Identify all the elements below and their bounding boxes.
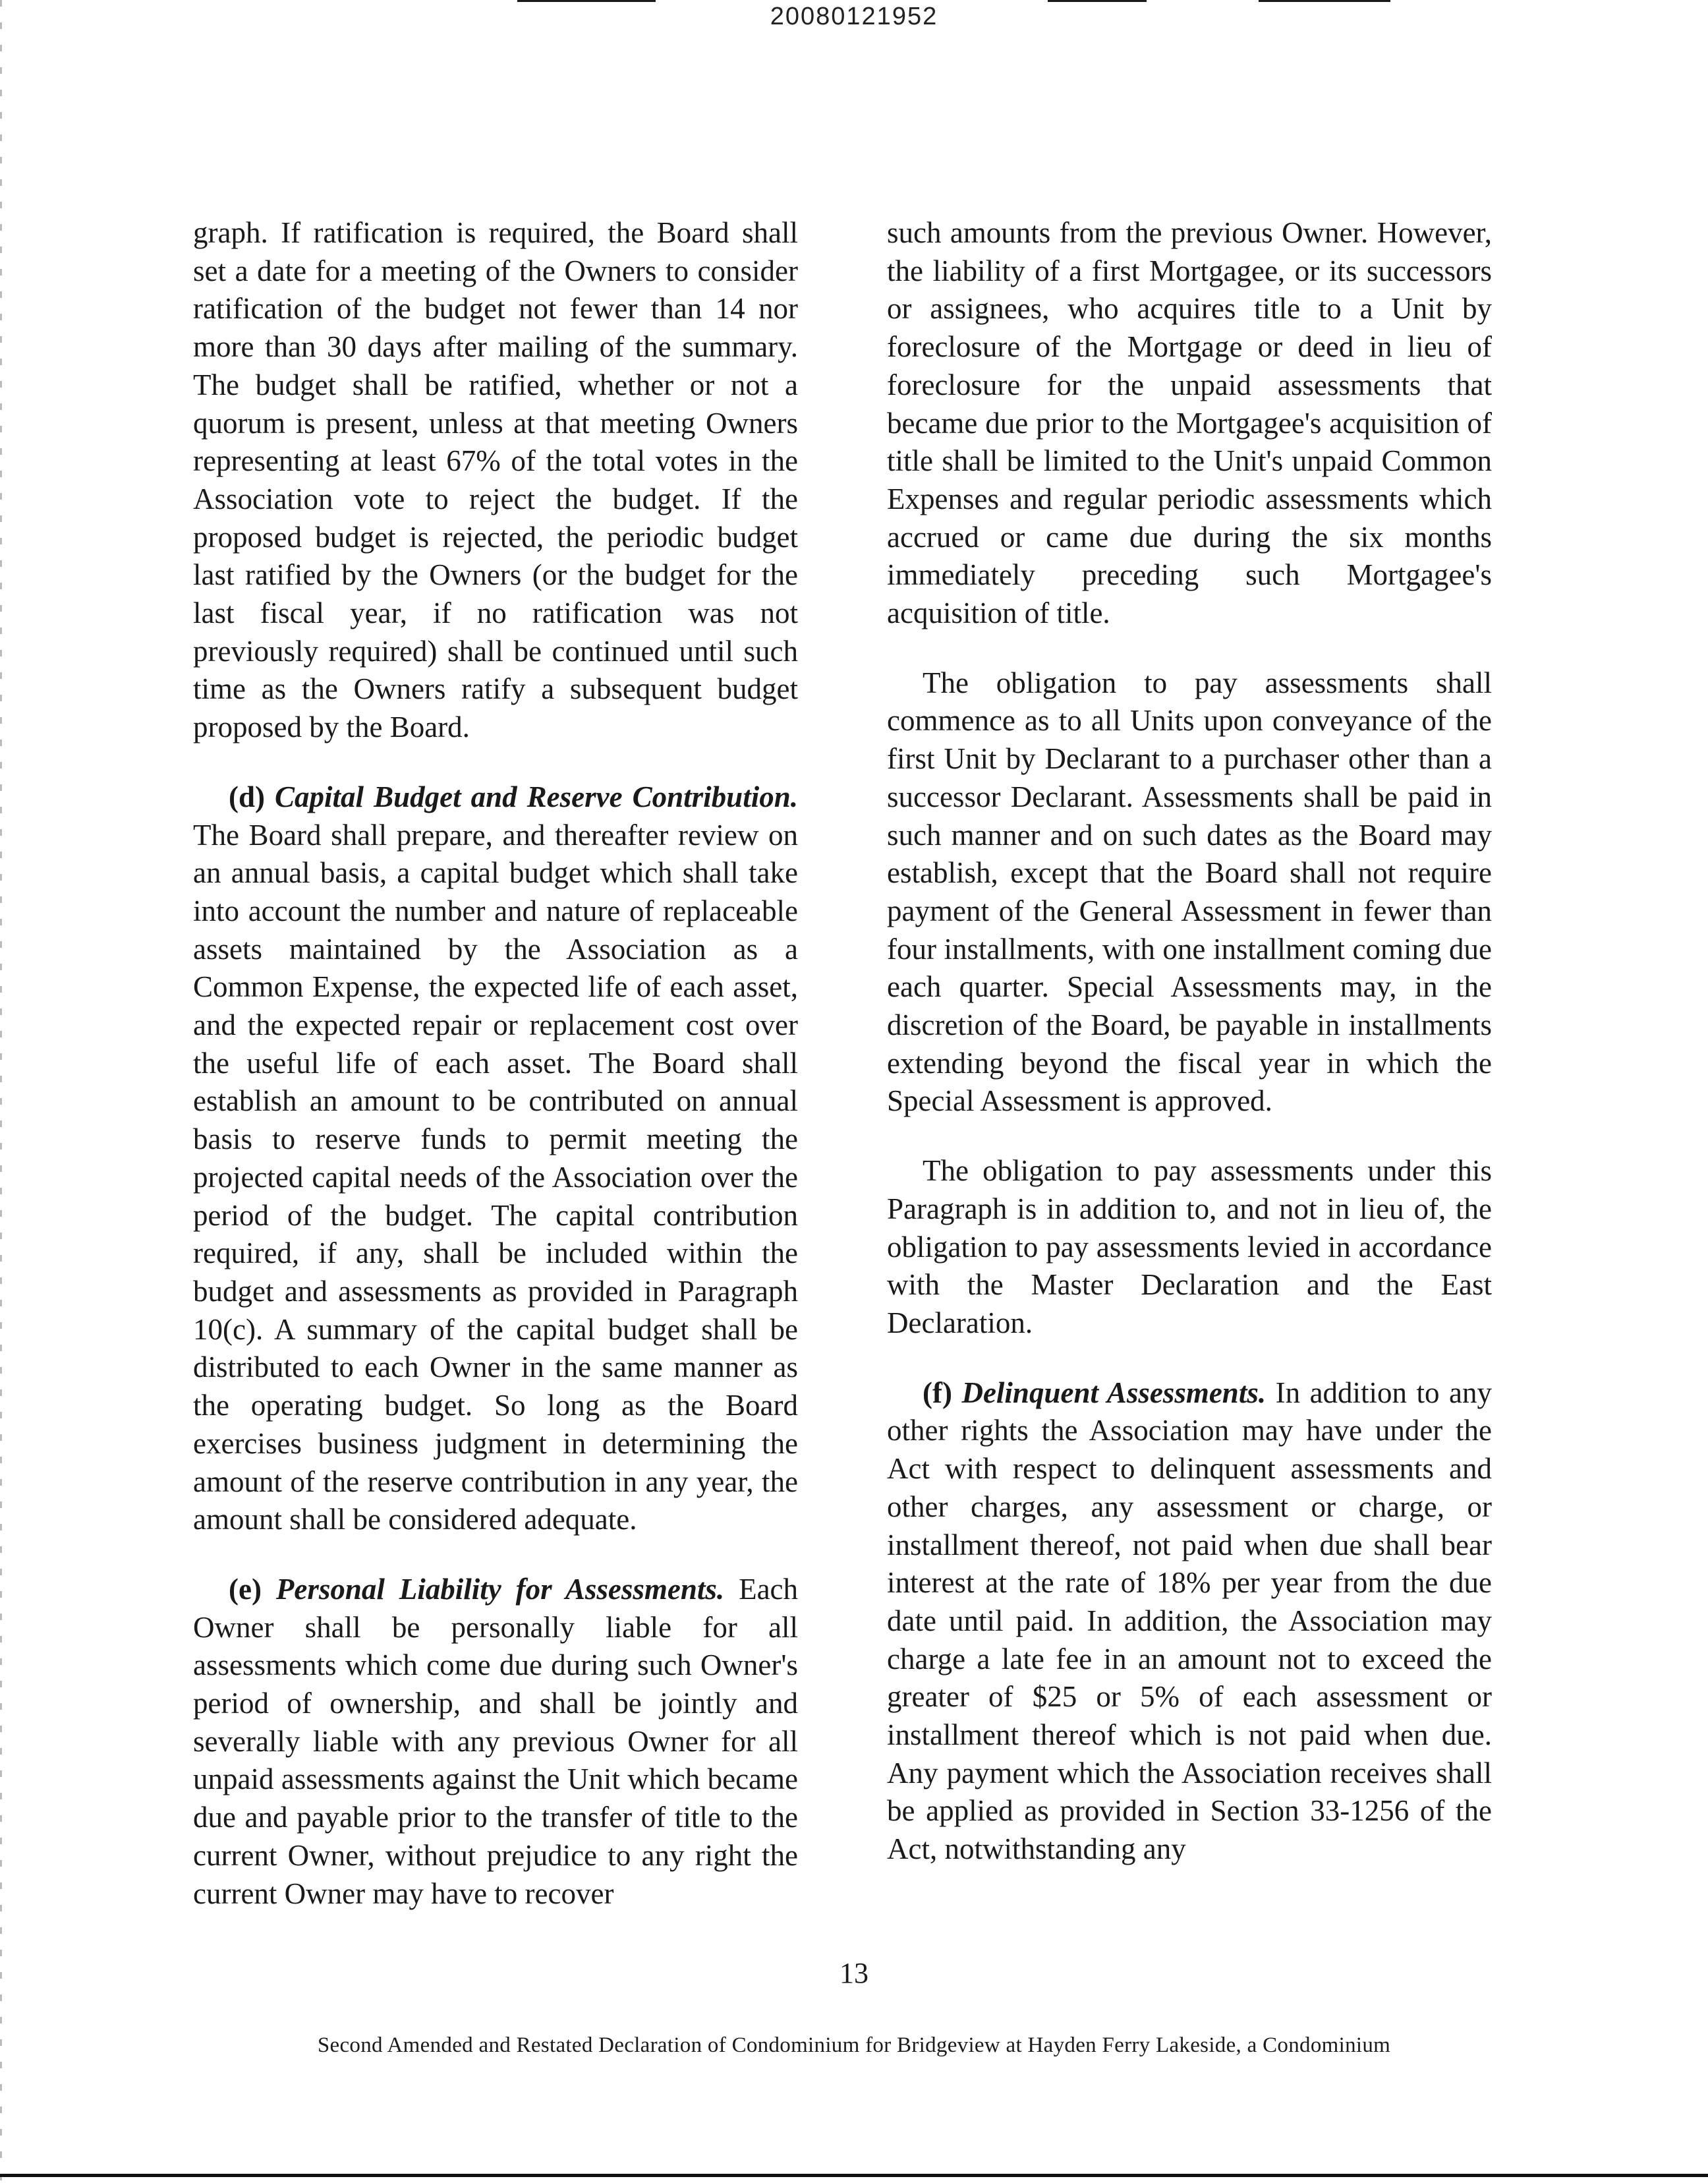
header-rule-left — [517, 0, 656, 2]
right-paragraph-2: The obligation to pay assessments shall commence as to all Units upon conveyance of the first Unit by Declarant to a purchaser other than a successor Declarant. Assessments shall be paid in such manner and on such dates as the Board may establish, except that the Board shall not require payment of the General Assessment in fewer than four installments, with one installment coming due each quarter. Special Assessments may, in the discretion of the Board, be payable in installments extending beyond the fiscal year in which the Special Assessment is approved. — [887, 666, 1492, 1118]
header-rule-right — [1259, 0, 1390, 2]
header-rule-middle — [1048, 0, 1147, 2]
right-column — [887, 214, 1492, 1900]
right-paragraph-3: The obligation to pay assessments under this Paragraph is in addition to, and not in lieu of, the obligation to pay assessments levied in accordance with the Master Declaration and the East Declaration. — [887, 1154, 1492, 1339]
section-e-body: Each Owner shall be personally liable for all assessments which come due during such Owner's period of ownership, and shall be jointly and severally liable with any previous Owner for all unpaid assessments against the Unit which became due and payable prior to the transfer of title to the current Owner, without prejudice to any right the current Owner may have to recover — [193, 1572, 799, 1910]
section-f-paragraph — [887, 1374, 1492, 1869]
section-d-body: The Board shall prepare, and thereafter review on an annual basis, a capital budget which shall take into account the number and nature of replaceable assets maintained by the Association as a Common Expense, the expected life of each asset, and the expected repair or replacement cost over the useful life of each asset. The Board shall establish an amount to be contributed on annual basis to reserve funds to permit meeting the projected capital needs of the Association over the period of the budget. The capital contribution required, if any, shall be included within the budget and assessments as provided in Paragraph 10(c). A summary of the capital budget shall be distributed to each Owner in the same manner as the operating budget. So long as the Board exercises business judgment in determining the amount of the reserve contribution in any year, the amount shall be considered adequate. — [193, 818, 798, 1536]
left-column — [193, 214, 798, 1944]
section-d-title: Capital Budget and Reserve Contribution. — [275, 780, 798, 813]
section-f-title: Delinquent Assessments. — [961, 1376, 1267, 1409]
section-f-label: (f) — [923, 1376, 952, 1409]
recording-number: 20080121952 — [770, 3, 938, 30]
page-number: 13 — [840, 1957, 868, 1989]
section-e-title: Personal Liability for Assessments. — [275, 1572, 725, 1606]
scan-bottom-rule — [0, 2174, 1708, 2177]
left-paragraph-1: graph. If ratification is required, the Board shall set a date for a meeting of the Owners to consider ratification of the budget not fewer than 14 nor more than 30 days after mailing of the summary. The budget shall be ratified, whether or not a quorum is present, unless at that meeting Owners representing at least 67% of the total votes in the Association vote to reject the budget. If the proposed budget is rejected, the periodic budget last ratified by the Owners (or the budget for the last fiscal year, if no ratification was not previously required) shall be continued until such time as the Owners ratify a subsequent budget proposed by the Board. — [193, 216, 798, 744]
section-e-paragraph — [193, 1571, 798, 1913]
section-e-label: (e) — [229, 1572, 262, 1606]
section-d-label: (d) — [229, 780, 265, 813]
right-paragraph-1: such amounts from the previous Owner. However, the liability of a first Mortgagee, or its successors or assignees, who acquires title to a Unit by foreclosure of the Mortgage or deed in lieu of foreclosure for the unpaid assessments that became due prior to the Mortgagee's acquisition of title shall be limited to the Unit's unpaid Common Expenses and regular periodic assessments which accrued or came due during the six months immediately preceding such Mortgagee's acquisition of title. — [887, 216, 1492, 630]
section-d-paragraph — [193, 778, 798, 1539]
section-f-body: In addition to any other rights the Association may have under the Act with respect to delinquent assessments and other charges, any assessment or charge, or installment thereof, not paid when due shall bear interest at the rate of 18% per year from the due date until paid. In addition, the Association may charge a late fee in an amount not to exceed the greater of $25 or 5% of each assessment or installment thereof which is not paid when due. Any payment which the Association receives shall be applied as provided in Section 33-1256 of the Act, notwithstanding any — [887, 1376, 1492, 1866]
footer-document-title: Second Amended and Restated Declaration of Condominium for Bridgeview at Hayden Ferry Lakeside, a Condominium — [317, 2033, 1391, 2057]
scan-edge-left — [0, 0, 2, 2183]
